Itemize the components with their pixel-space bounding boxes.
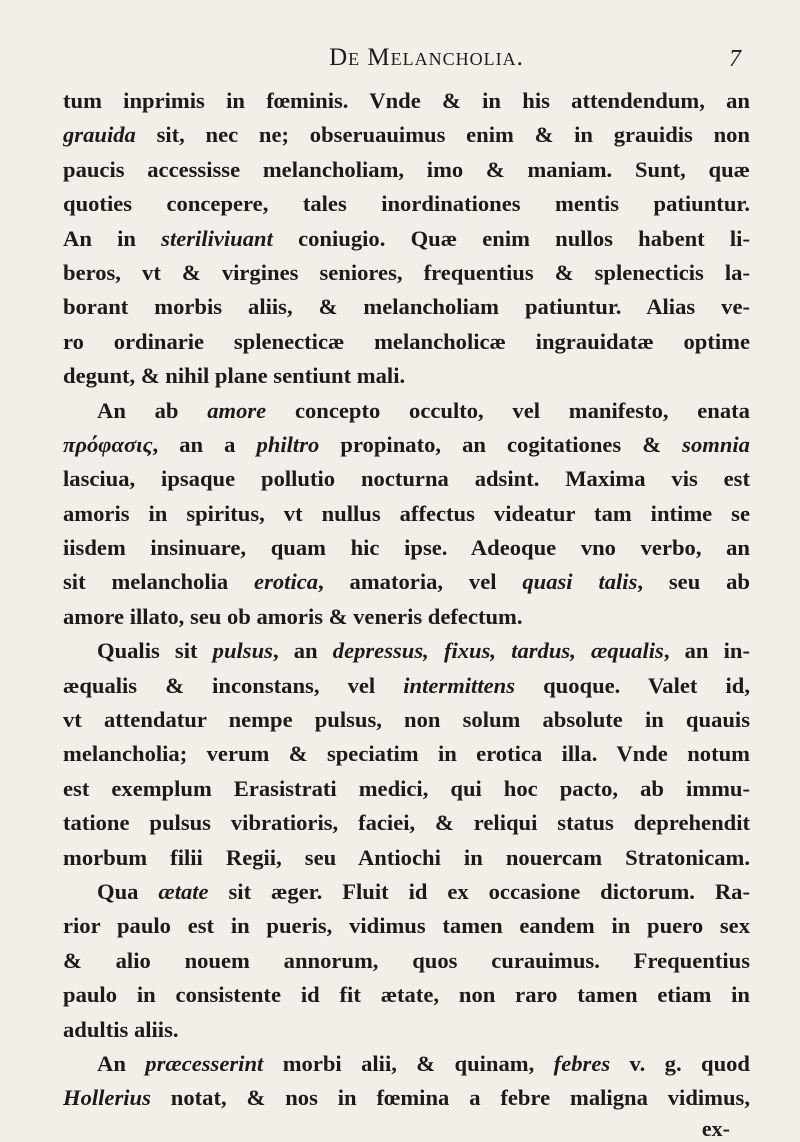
text-line — [63, 841, 750, 875]
italic-term: πρόφασις — [63, 431, 153, 457]
body-text — [63, 84, 750, 1116]
text-line — [63, 978, 750, 1012]
text-run: melancholia; verum & speciatim in erotica illa. Vnde notum — [63, 741, 750, 767]
text-run: paulo in consistente id fit ætate, non raro tamen etiam in — [63, 982, 750, 1008]
text-line — [63, 703, 750, 737]
text-run: morbum filii Regii, seu Antiochi in nouercam Stratonicam. — [63, 844, 750, 870]
text-run: tum inprimis in fœminis. Vnde & in his attendendum, an — [63, 88, 750, 113]
text-line — [63, 222, 750, 256]
text-run: sit æger. Fluit id ex occasione dictorum. Ra- — [208, 878, 750, 904]
text-run: sit melancholia — [63, 569, 255, 595]
text-line — [63, 909, 750, 943]
text-run: quoque. Valet id, — [515, 672, 750, 698]
running-header — [63, 44, 750, 84]
text-run: v. g. quod — [610, 1050, 750, 1076]
text-line — [63, 84, 750, 118]
text-run: tatione pulsus vibratioris, faciei, & reliqui status deprehendit — [63, 810, 750, 836]
text-line — [63, 256, 750, 290]
catchword: ex- — [701, 1115, 730, 1141]
italic-term: ætate — [158, 878, 209, 904]
text-line — [63, 1047, 750, 1081]
text-run: , an — [272, 638, 333, 664]
text-line — [63, 531, 750, 565]
text-run: borant morbis aliis, & melancholiam patiuntur. Alias ve- — [63, 294, 750, 320]
text-run: , an a — [152, 431, 257, 457]
text-run: iisdem insinuare, quam hic ipse. Adeoque vno verbo, an — [63, 535, 750, 561]
italic-term: Hollerius — [63, 1085, 151, 1111]
text-run: amoris in spiritus, vt nullus affectus videatur tam intime se — [63, 500, 750, 526]
text-line — [63, 187, 750, 221]
text-line — [63, 290, 750, 324]
text-line — [63, 565, 750, 599]
text-line — [63, 359, 750, 393]
italic-term: præcesserint — [145, 1050, 264, 1076]
italic-term: intermittens — [403, 672, 515, 698]
italic-term: pulsus — [212, 638, 273, 664]
text-run: adultis aliis. — [63, 1016, 179, 1042]
text-run: concepto occulto, vel manifesto, enata — [266, 397, 750, 423]
text-line — [63, 806, 750, 840]
text-run: An — [97, 1050, 146, 1076]
text-run: lasciua, ipsaque pollutio nocturna adsint. Maxima vis est — [63, 466, 750, 492]
text-line — [63, 634, 750, 668]
text-line — [63, 600, 750, 634]
text-run: degunt, & nihil plane sentiunt mali. — [63, 363, 406, 389]
text-line — [63, 944, 750, 978]
text-line — [63, 325, 750, 359]
text-line — [63, 394, 750, 428]
text-run: coniugio. Quæ enim nullos habent li- — [272, 225, 750, 251]
text-run: An ab — [97, 397, 208, 423]
italic-term: erotica — [254, 569, 319, 595]
text-run: & alio nouem annorum, quos curauimus. Frequentius — [63, 947, 750, 973]
text-line — [63, 1081, 750, 1115]
italic-term: febres — [553, 1050, 611, 1076]
italic-term: amore — [207, 397, 267, 423]
text-run: Qualis sit — [97, 638, 213, 664]
text-run: propinato, an cogitationes & — [319, 431, 683, 457]
text-line — [63, 737, 750, 771]
text-run: ro ordinarie splenecticæ melancholicæ ingrauidatæ optime — [63, 328, 750, 354]
text-run: amore illato, seu ob amoris & veneris defectum. — [63, 603, 523, 629]
text-run: notat, & nos in fœmina a febre maligna vidimus, — [150, 1085, 750, 1111]
text-line — [63, 669, 750, 703]
italic-term: grauida — [63, 122, 136, 148]
italic-term: philtro — [256, 431, 320, 457]
text-line — [63, 1013, 750, 1047]
text-run: sit, nec ne; obseruauimus enim & in grauidis non — [135, 122, 750, 148]
text-run: est exemplum Erasistrati medici, qui hoc pacto, ab immu- — [63, 775, 750, 801]
running-title: De Melancholia. — [329, 44, 524, 71]
text-run: æqualis & inconstans, vel — [63, 672, 404, 698]
text-line — [63, 875, 750, 909]
italic-term: steriliviuant — [161, 225, 273, 251]
text-run: An in — [63, 225, 162, 251]
text-run: , seu ab — [637, 569, 750, 595]
page-number: 7 — [729, 46, 742, 72]
text-run: , amatoria, vel — [318, 569, 523, 595]
text-run: Qua — [97, 878, 159, 904]
text-run: vt attendatur nempe pulsus, non solum absolute in quauis — [63, 707, 750, 733]
italic-term: depressus, fixus, tardus, æqualis — [332, 638, 664, 664]
text-run: morbi alii, & quinam, — [263, 1050, 554, 1076]
text-line — [63, 497, 750, 531]
text-run: , an in- — [663, 638, 750, 664]
text-run: quoties concepere, tales inordinationes mentis patiuntur. — [63, 191, 750, 217]
text-run: paucis accessisse melancholiam, imo & maniam. Sunt, quæ — [63, 156, 750, 182]
text-line — [63, 462, 750, 496]
text-line — [63, 772, 750, 806]
italic-term: somnia — [682, 431, 750, 457]
text-line — [63, 118, 750, 152]
italic-term: quasi talis — [522, 569, 638, 595]
text-line — [63, 428, 750, 462]
text-line — [63, 153, 750, 187]
text-run: rior paulo est in pueris, vidimus tamen eandem in puero sex — [63, 913, 750, 939]
text-run: beros, vt & virgines seniores, frequentius & splenecticis la- — [63, 259, 750, 285]
